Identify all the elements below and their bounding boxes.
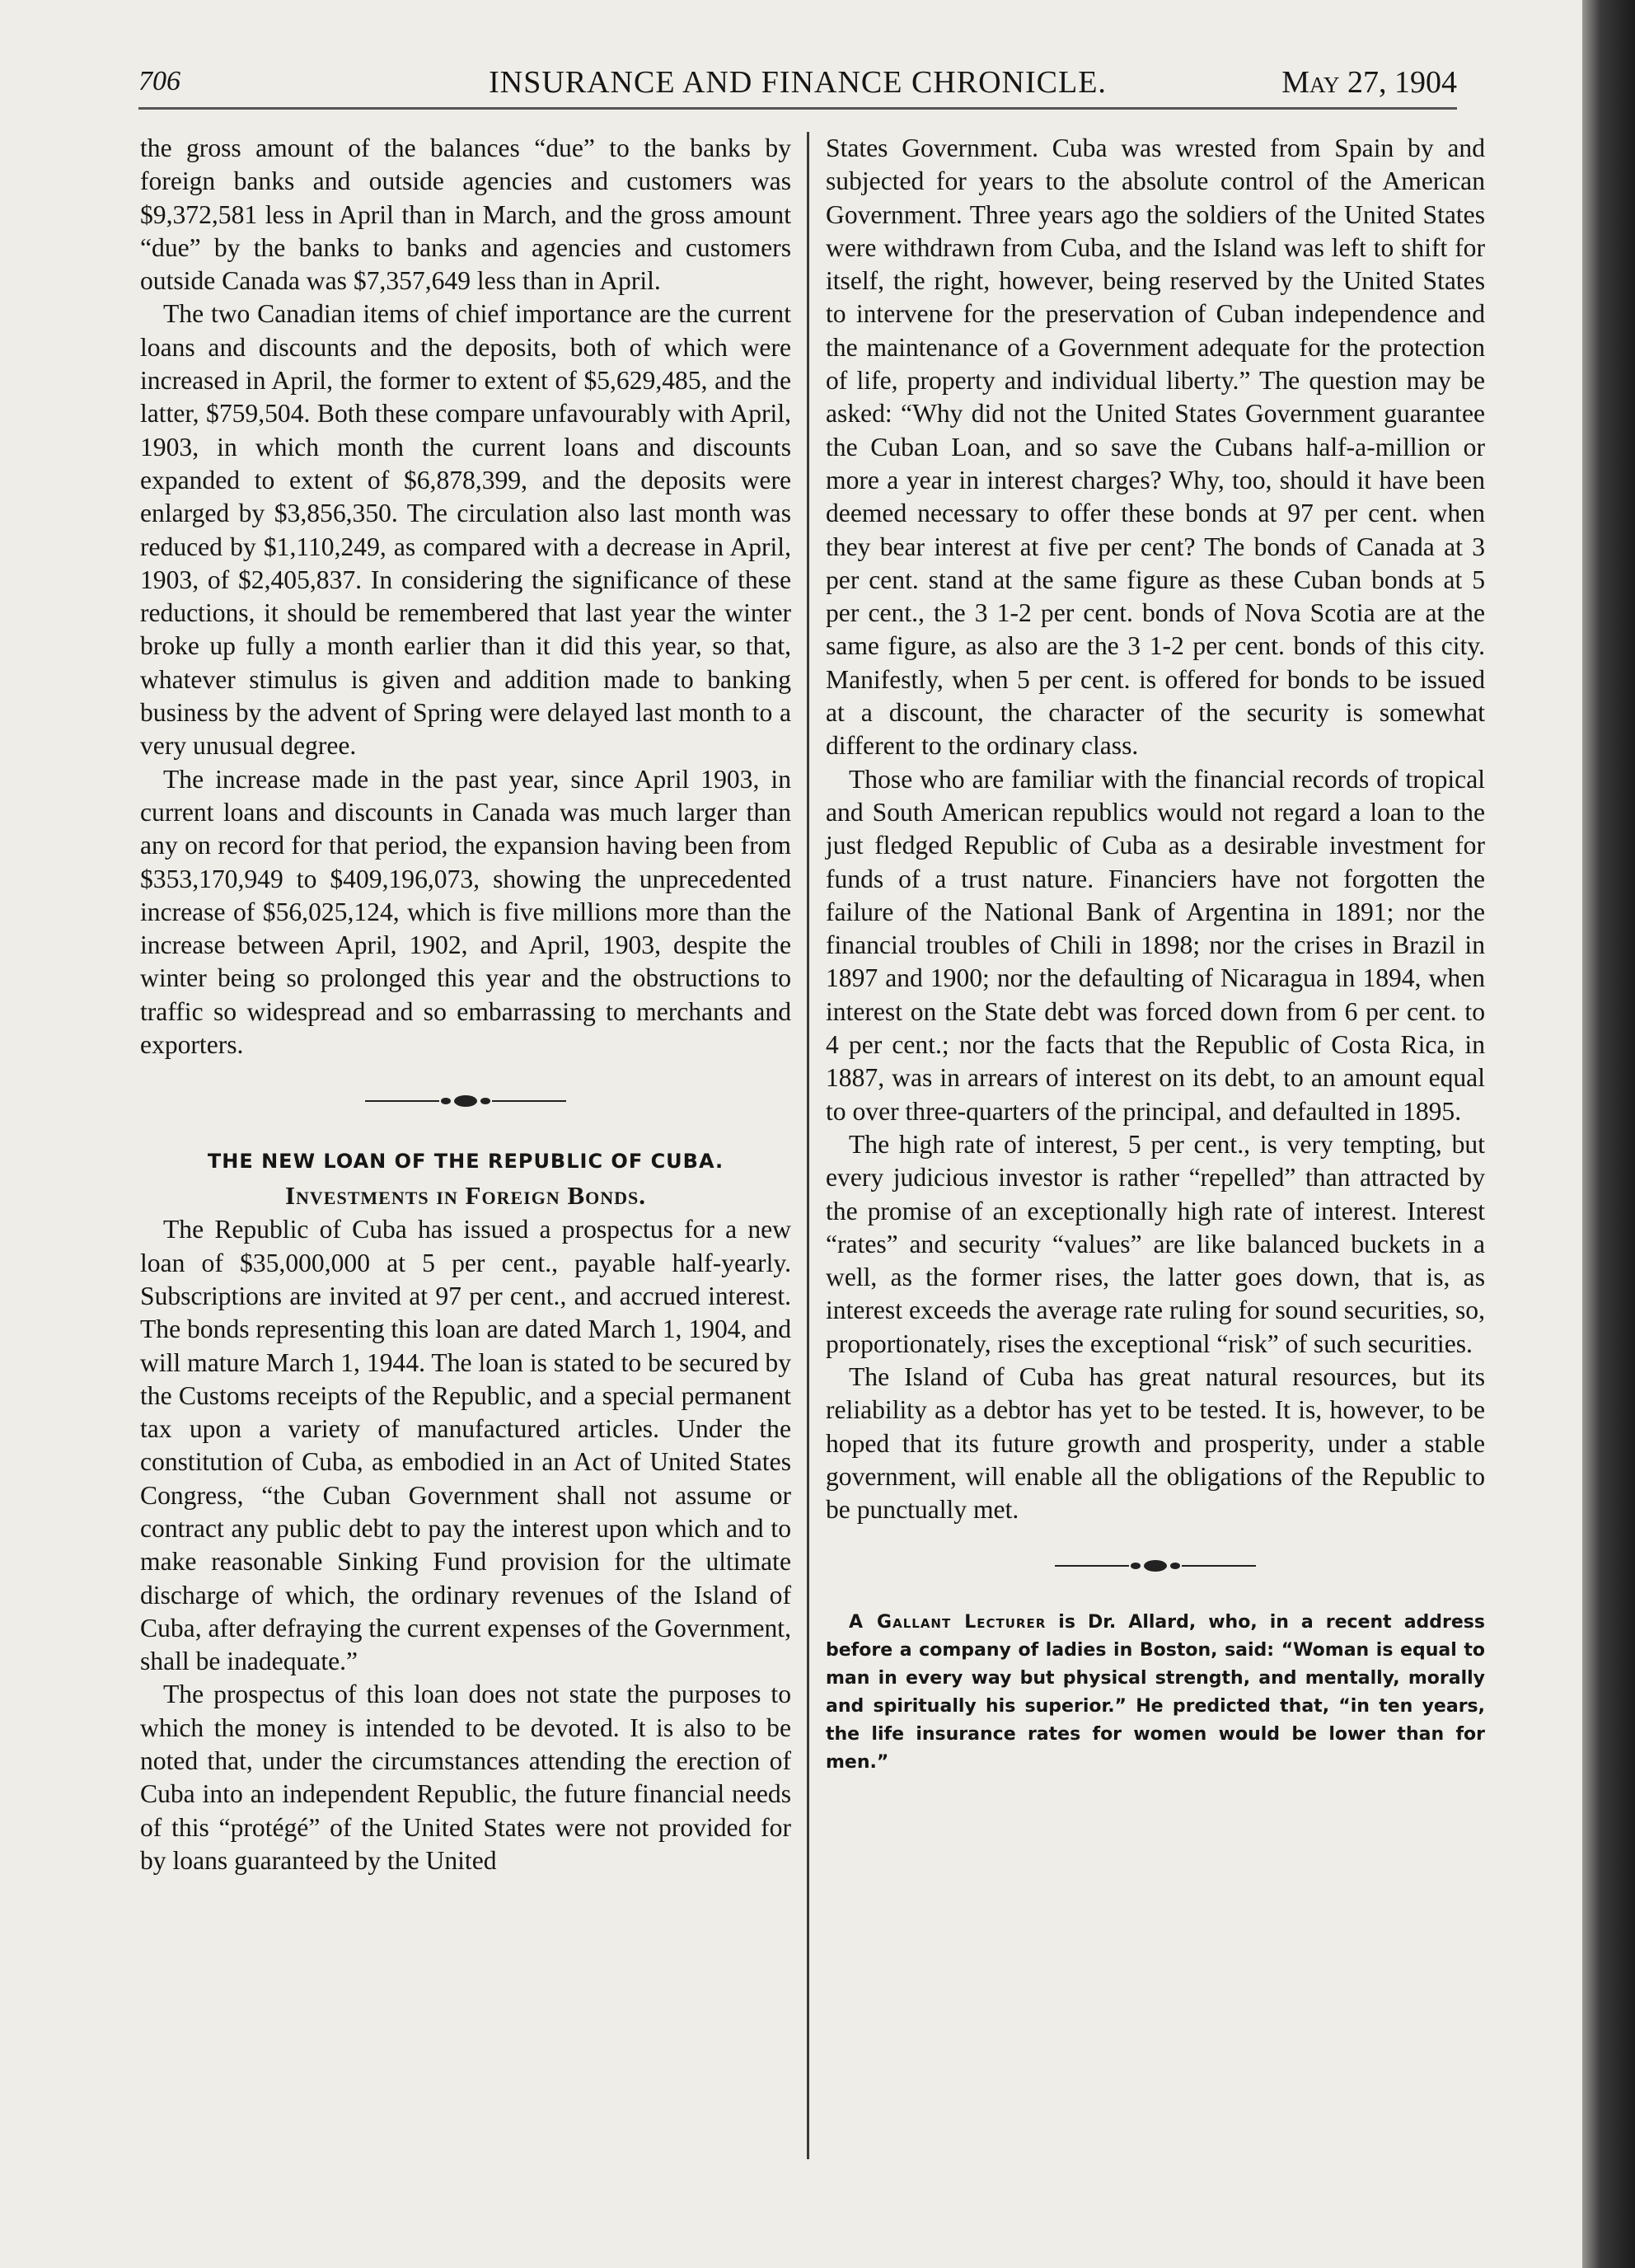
body-paragraph: The prospectus of this loan does not state the purposes to which the money is intended to be devoted. It is also to be noted that, under the circumstances attending the erection of Cuba into an independent Republic, the future financial needs of this “protégé” of the United States were not provided for by loans guaranteed by the United bbox=[140, 1680, 791, 1875]
section-divider-ornament bbox=[826, 1556, 1485, 1576]
body-paragraph: The high rate of interest, 5 per cent., is very tempting, but every judicious investor is rather “repelled” than attracted by the promise of an exceptionally high rate of interest. Interest “rates” and security “values” are like balanced buckets in a well, as the former rises, the latter goes down, that is, as interest exceeds the average rate ruling for sound securities, so, proportionately, rises the exceptional “risk” of such securities. bbox=[826, 1129, 1485, 1358]
note-lead: A Gallant Lecturer bbox=[849, 1612, 1047, 1633]
page-header bbox=[138, 61, 1457, 110]
page-number: 706 bbox=[138, 66, 180, 96]
body-paragraph: Those who are familiar with the financial records of tropical and South American republics would not regard a loan to the just fledged Republic of Cuba as a desirable investment for funds of a trust nature. Financiers have not forgotten the failure of the National Bank of Argentina in 1891; nor the financial troubles of Chili in 1898; nor the crises in Brazil in 1897 and 1900; nor the defaulting of Nicaragua in 1894, when interest on the State debt was forced down from 6 per cent. to 4 per cent.; nor the facts that the Republic of Costa Rica, in 1887, was in arrears of interest on its debt, to an amount equal to over three-quarters of the principal, and defaulted in 1895. bbox=[826, 764, 1485, 1126]
body-paragraph: The two Canadian items of chief importance are the current loans and discounts and the deposits, both of which were increased in April, the former to extent of $5,629,485, and the latter, $759,504. Both these compare unfavourably with April, 1903, in which month the current loans and discounts expanded to extent of $6,878,399, and the deposits were enlarged by $3,856,350. The circulation also last month was reduced by $1,110,249, as compared with a decrease in April, 1903, of $2,405,837. In considering the significance of these reductions, it should be remembered that last year the winter broke up fully a month earlier than it did this year, so that, whatever stimulus is given and addition made to banking business by the advent of Spring were delayed last month to a very unusual degree. bbox=[140, 299, 791, 761]
left-column bbox=[140, 132, 791, 1877]
note-text: is Dr. Allard, who, in a recent address before a company of ladies in Boston, said: “Woman is equal to man in every way but physical strength, and mentally, morally and spiritually his superior.” He predicted that, “in ten years, the life insurance rates for women would be lower than for men.” bbox=[826, 1612, 1486, 1774]
brief-note bbox=[826, 1609, 1485, 1777]
section-title: THE NEW LOAN OF THE REPUBLIC OF CUBA. bbox=[207, 1150, 724, 1174]
issue-date: May 27, 1904 bbox=[1281, 65, 1457, 100]
body-paragraph: The Island of Cuba has great natural resources, but its reliability as a debtor has yet to be tested. It is, however, to be hoped that its future growth and prosperity, under a stable government, will enable all the obligations of the Republic to be punctually met. bbox=[826, 1361, 1485, 1525]
body-paragraph: The Republic of Cuba has issued a prospectus for a new loan of $35,000,000 at 5 per cent., payable half-yearly. Subscriptions are invited at 97 per cent., and accrued interest. The bonds representing this loan are dated March 1, 1904, and will mature March 1, 1944. The loan is stated to be secured by the Customs receipts of the Republic, and a special permanent tax upon a variety of manufactured articles. Under the constitution of Cuba, as embodied in an Act of United States Congress, “the Cuban Government shall not assume or contract any public debt to pay the interest upon which and to make reasonable Sinking Fund provision for the ultimate discharge of which, the ordinary revenues of the Island of Cuba, after defraying the current expenses of the Government, shall be inadequate.” bbox=[140, 1215, 791, 1676]
publication-title: INSURANCE AND FINANCE CHRONICLE. bbox=[489, 65, 1107, 100]
section-subtitle: Investments in Foreign Bonds. bbox=[284, 1181, 647, 1211]
body-paragraph: States Government. Cuba was wrested from Spain by and subjected for years to the absolute control of the American Government. Three years ago the soldiers of the United States were withdrawn from Cuba, and the Island was left to shift for itself, the right, however, being reserved by the United States to intervene for the preservation of Cuban independence and the maintenance of a Government adequate for the protection of life, property and individual liberty.” The question may be asked: “Why did not the United States Government guarantee the Cuban Loan, and so save the Cubans half-a-million or more a year in interest charges? Why, too, should it have been deemed necessary to offer these bonds at 97 per cent. when they bear interest at five per cent? The bonds of Canada at 3 per cent. stand at the same figure as these Cuban bonds at 5 per cent., the 3 1-2 per cent. bonds of Nova Scotia are at the same figure, as also are the 3 1-2 per cent. bonds of this city. Manifestly, when 5 per cent. is offered for bonds to be issued at a discount, the character of the security is somewhat different to the ordinary class. bbox=[826, 134, 1485, 761]
column-divider bbox=[807, 132, 809, 2159]
page-edge-shadow bbox=[1582, 0, 1635, 2268]
right-column bbox=[826, 132, 1485, 1777]
header-rule bbox=[138, 107, 1457, 110]
section-divider-ornament bbox=[140, 1091, 791, 1111]
body-paragraph: The increase made in the past year, since April 1903, in current loans and discounts in Canada was much larger than any on record for that period, the expansion having been from $353,170,949 to $409,196,073, showing the unprecedented increase of $56,025,124, which is five millions more than the increase between April, 1902, and April, 1903, despite the winter being so prolonged this year and the obstructions to traffic so widespread and so embarrassing to merchants and exporters. bbox=[140, 764, 791, 1060]
body-paragraph: the gross amount of the balances “due” to the banks by foreign banks and outside agencies and customers was $9,372,581 less in April than in March, and the gross amount “due” by the banks to banks and agencies and customers outside Canada was $7,357,649 less than in April. bbox=[140, 134, 791, 296]
